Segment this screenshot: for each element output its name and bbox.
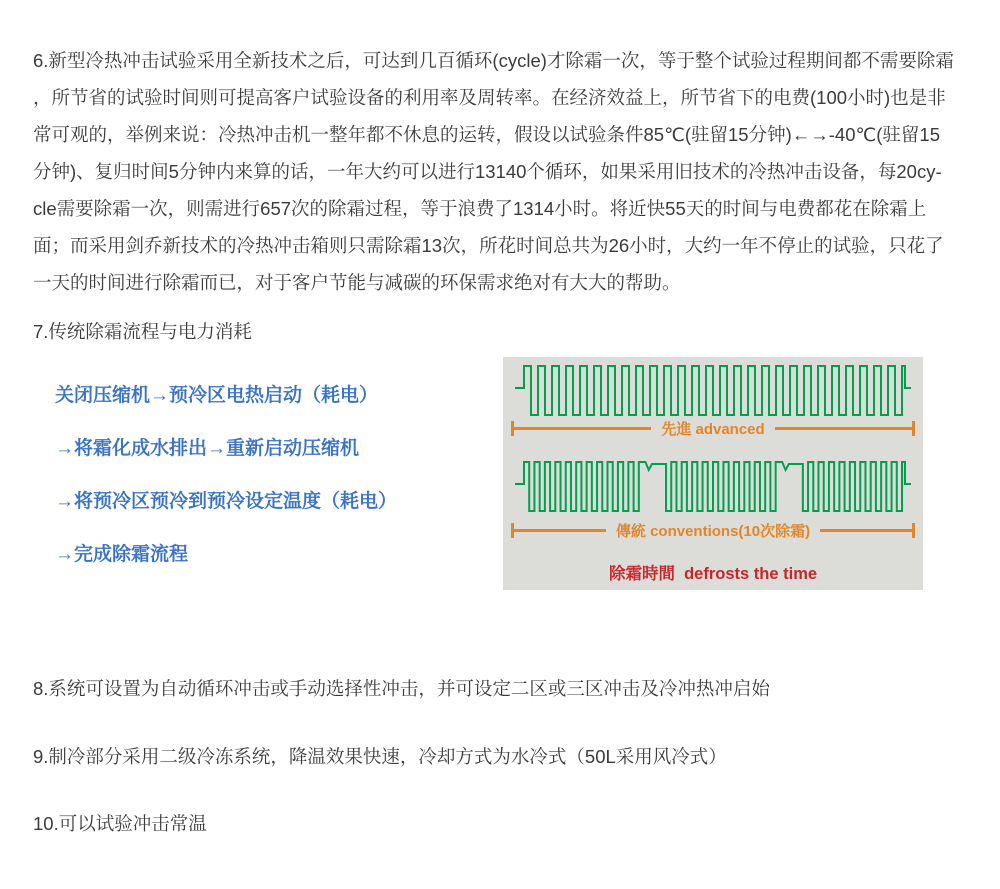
defrost-comparison-figure xyxy=(503,357,923,590)
section-7-heading: 7.传统除霜流程与电力消耗 xyxy=(33,321,252,342)
conventional-waveform xyxy=(503,453,923,519)
paragraph-6 xyxy=(33,42,954,301)
dimension-tick-right xyxy=(912,421,915,436)
dimension-line-segment xyxy=(514,427,651,430)
figure-caption: 除霜時間 defrosts the time xyxy=(608,565,818,583)
dimension-line-segment xyxy=(775,427,912,430)
advanced-dimension-line xyxy=(511,420,915,437)
conventional-dimension-line xyxy=(511,522,915,539)
section-10-text: 10.可以试验冲击常温 xyxy=(33,813,207,834)
paragraph-6-line: 分钟)、复归时间5分钟内来算的话，一年大约可以进行13140个循环，如果采用旧技术的冷热冲击设备，每20cy- xyxy=(33,161,942,182)
dimension-tick-right xyxy=(912,523,915,538)
defrost-step-2: →将霜化成水排出→重新启动压缩机 xyxy=(55,438,360,459)
paragraph-6-line: 一天的时间进行除霜而已，对于客户节能与减碳的环保需求绝对有大大的帮助。 xyxy=(33,272,681,293)
defrost-step-3: →将预冷区预冷到预冷设定温度（耗电） xyxy=(55,491,398,512)
paragraph-6-line: cle需要除霜一次，则需进行657次的除霜过程，等于浪费了1314小时。将近快55天的时间与电费都花在除霜上 xyxy=(33,198,927,219)
advanced-waveform xyxy=(503,357,923,423)
paragraph-6-line: 面；而采用剑乔新技术的冷热冲击箱则只需除霜13次，所花时间总共为26小时，大约一年不停止的试验，只花了 xyxy=(33,235,944,256)
advanced-label: 先進 advanced xyxy=(661,421,765,438)
conventional-label: 傳統 conventions(10次除霜) xyxy=(615,523,811,540)
defrost-step-1: 关闭压缩机→预冷区电热启动（耗电） xyxy=(55,385,379,406)
defrost-step-4: →完成除霜流程 xyxy=(55,544,189,565)
section-8-text: 8.系统可设置为自动循环冲击或手动选择性冲击，并可设定二区或三区冲击及冷冲热冲启始 xyxy=(33,678,770,699)
dimension-line-segment xyxy=(820,529,912,532)
paragraph-6-line: ，所节省的试验时间则可提高客户试验设备的利用率及周转率。在经济效益上，所节省下的电费(100小时)也是非 xyxy=(33,87,946,108)
paragraph-6-line: 6.新型冷热冲击试验采用全新技术之后，可达到几百循环(cycle)才除霜一次，等于整个试验过程期间都不需要除霜 xyxy=(33,50,954,71)
section-9-text: 9.制冷部分采用二级冷冻系统，降温效果快速，冷却方式为水冷式（50L采用风冷式） xyxy=(33,746,727,767)
paragraph-6-line: 常可观的，举例来说：冷热冲击机一整年都不休息的运转，假设以试验条件85℃(驻留15分钟)←→-40℃(驻留15 xyxy=(33,124,941,145)
dimension-line-segment xyxy=(514,529,606,532)
